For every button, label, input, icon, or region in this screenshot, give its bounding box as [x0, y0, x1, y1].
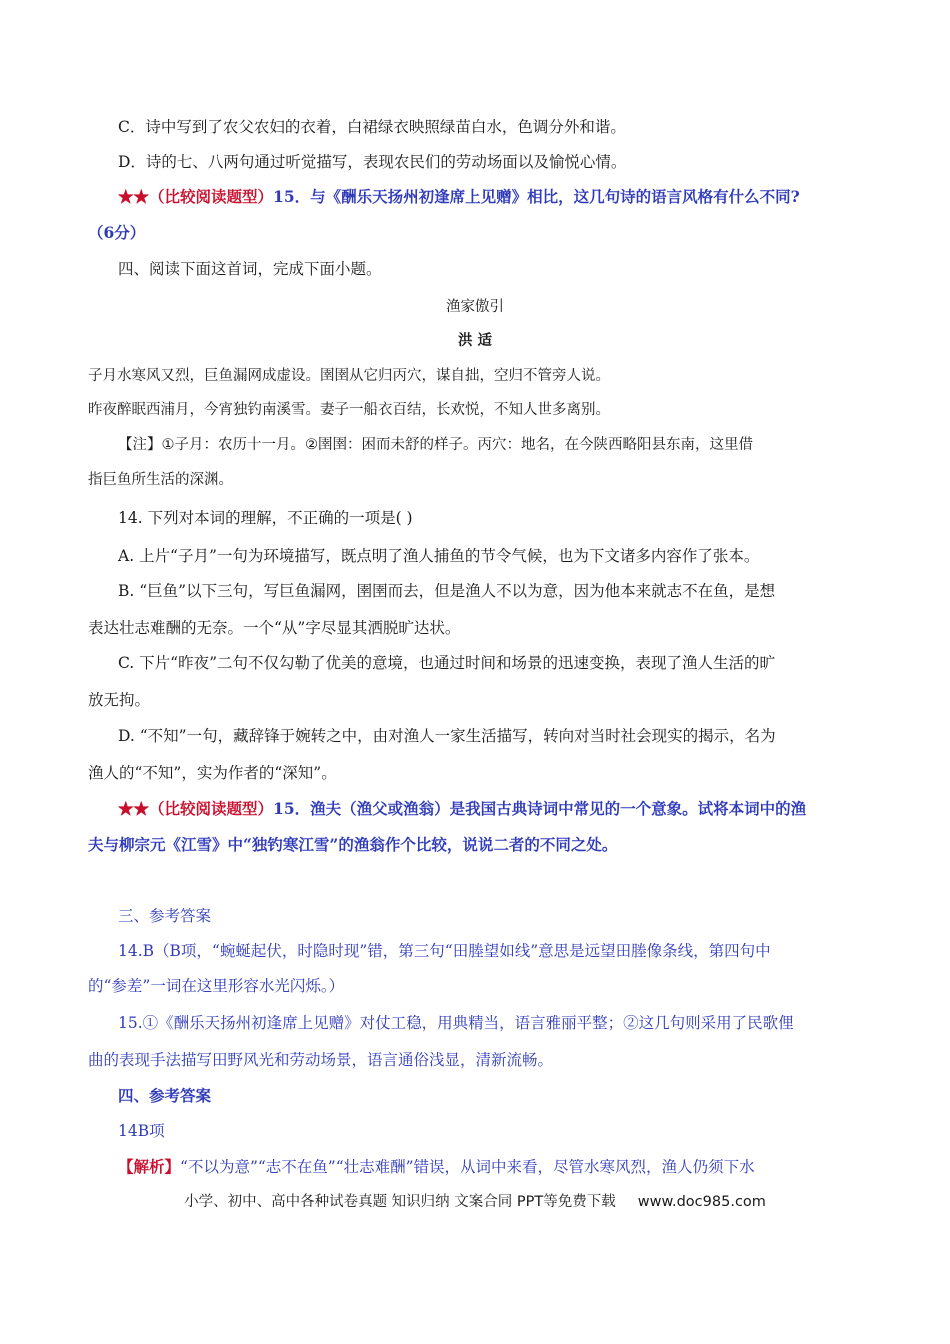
poem-title: 渔家傲引	[446, 299, 504, 315]
analysis-text: “不以为意”“志不在鱼”“壮志难酬”错误，从词中来看，尽管水寒风烈，渔人仍须下水	[180, 1158, 755, 1176]
q15-prompt-line1	[118, 186, 864, 208]
footer-url[interactable]: www.doc985.com	[637, 1194, 766, 1210]
answers4-heading: 四、参考答案	[118, 1086, 212, 1105]
analysis-line	[118, 1156, 864, 1178]
poem-author: 洪 适	[457, 333, 493, 349]
q15-text: 15．与《酬乐天扬州初逢席上见赠》相比，这几句诗的语言风格有什么不同?	[273, 187, 800, 206]
difficulty-stars: ★★	[118, 187, 150, 206]
q14-stem: 14. 下列对本词的理解，不正确的一项是( )	[118, 509, 413, 527]
answers3-heading: 三、参考答案	[118, 907, 212, 925]
answer-14-line2: 的“参差”一词在这里形容水光闪烁。）	[88, 977, 345, 995]
answer-15-line2: 曲的表现手法描写田野风光和劳动场景，语言通俗浅显，清新流畅。	[88, 1051, 554, 1069]
answer-14-line1: 14.B（B项，“蜿蜒起伏，时隐时现”错，第三句“田塍望如线”意思是远望田塍像条线，第四句中	[118, 942, 771, 960]
q15b-prompt-line2: 夫与柳宗元《江雪》中“独钓寒江雪”的渔翁作个比较，说说二者的不同之处。	[88, 835, 618, 854]
q15b-text: 15．渔夫（渔父或渔翁）是我国古典诗词中常见的一个意象。试将本词中的渔	[273, 799, 807, 818]
section4-heading: 四、阅读下面这首词，完成下面小题。	[118, 260, 382, 278]
q14-option-a: A. 上片“子月”一句为环境描写，既点明了渔人捕鱼的节令气候，也为下文诸多内容作了张本。	[118, 547, 760, 565]
q14-option-d-line2: 渔人的“不知”，实为作者的“深知”。	[88, 764, 337, 782]
q15b-prompt-line1	[118, 798, 864, 820]
q15-prompt-line2: （6分）	[88, 223, 146, 242]
question-type-tag: （比较阅读题型）	[149, 187, 274, 206]
q14-option-c-line1: C. 下片“昨夜”二句不仅勾勒了优美的意境，也通过时间和场景的迅速变换，表现了渔人生活的旷	[118, 654, 776, 672]
difficulty-stars: ★★	[118, 799, 150, 818]
q14-option-b-line1: B. “巨鱼”以下三句，写巨鱼漏网，圉圉而去，但是渔人不以为意，因为他本来就志不在鱼，是想	[118, 582, 776, 600]
footer	[0, 1190, 950, 1211]
q14-option-d-line1: D. “不知”一句，藏辞锋于婉转之中，由对渔人一家生活描写，转向对当时社会现实的揭示，名为	[118, 727, 776, 745]
footer-text: 小学、初中、高中各种试卷真题 知识归纳 文案合同 PPT等免费下载	[184, 1194, 616, 1210]
q13-option-d: D．诗的七、八两句通过听觉描写，表现农民们的劳动场面以及愉悦心情。	[118, 153, 627, 171]
poem-line2: 昨夜醉眠西浦月，今宵独钓南溪雪。妻子一船衣百结，长欢悦，不知人世多离别。	[88, 402, 610, 418]
poem-line1: 子月水寒风又烈，巨鱼漏网成虚设。圉圉从它归丙穴，谋自拙，空归不管旁人说。	[88, 368, 610, 384]
question-type-tag: （比较阅读题型）	[149, 799, 274, 818]
q14-option-c-line2: 放无拘。	[88, 691, 151, 709]
answer4-14: 14B项	[118, 1122, 165, 1140]
note-line1: 【注】①子月：农历十一月。②圉圉：困而未舒的样子。丙穴：地名，在今陕西略阳县东南，这里借	[118, 437, 753, 453]
q13-option-c: C．诗中写到了农父农妇的衣着，白裙绿衣映照绿苗白水，色调分外和谐。	[118, 118, 626, 136]
q14-option-b-line2: 表达壮志难酬的无奈。一个“从”字尽显其洒脱旷达状。	[88, 619, 461, 637]
answer-15-line1: 15.①《酬乐天扬州初逢席上见赠》对仗工稳，用典精当，语言雅丽平整；②这几句则采用了民歌俚	[118, 1014, 794, 1032]
note-line2: 指巨鱼所生活的深渊。	[88, 472, 233, 488]
analysis-label: 【解析】	[118, 1157, 181, 1176]
